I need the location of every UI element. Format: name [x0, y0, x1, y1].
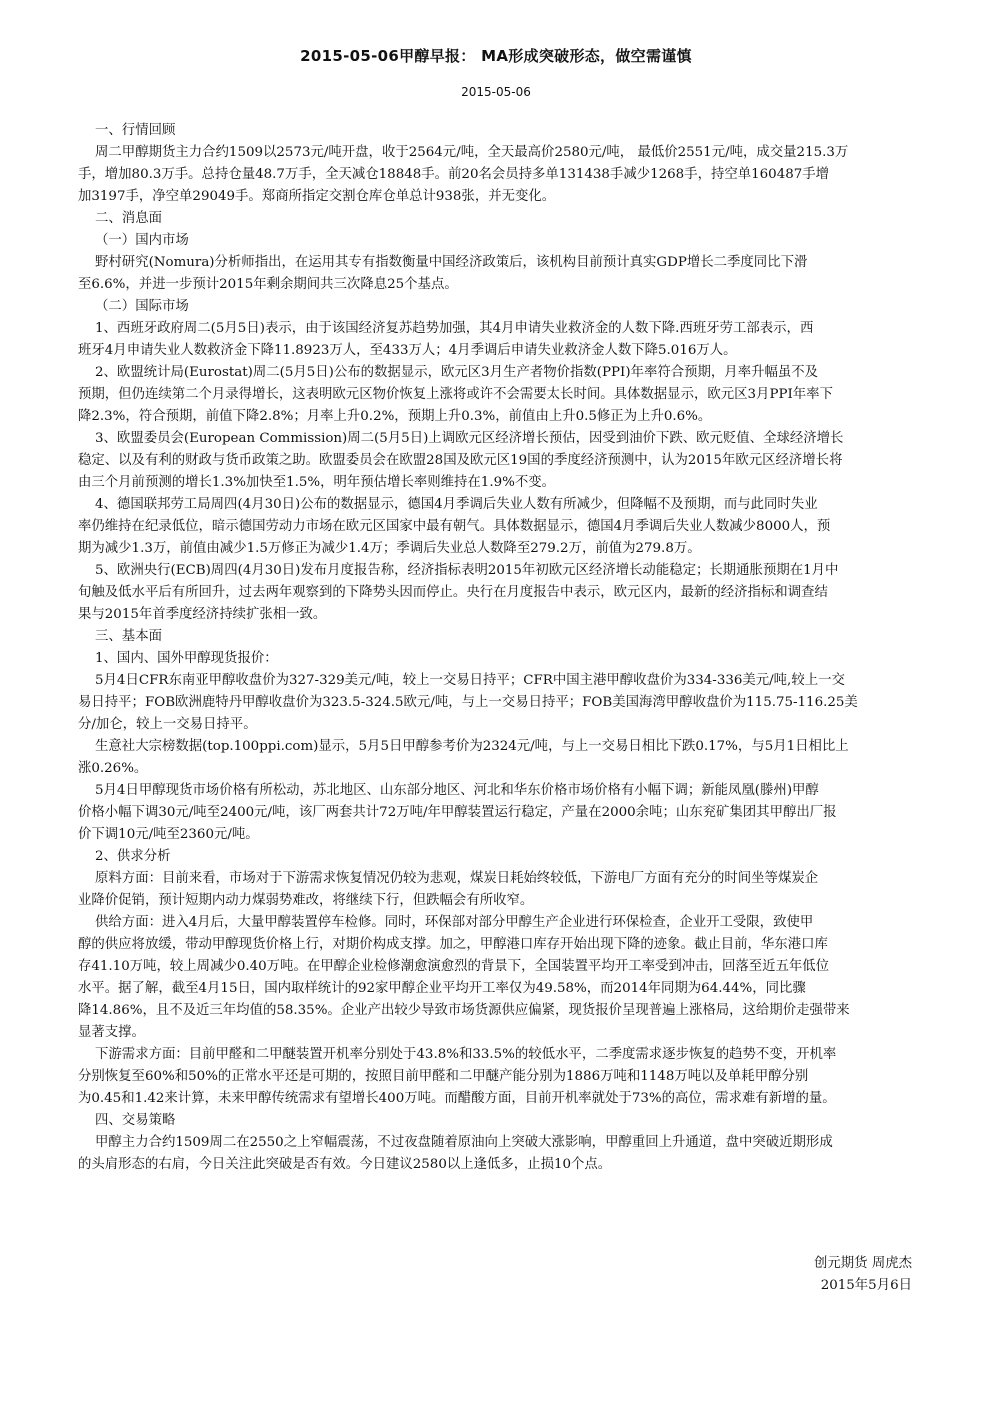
body-line: 易日持平；FOB欧洲鹿特丹甲醇收盘价为323.5-324.5欧元/吨，与上一交易日持平；FOB美国海湾甲醇收盘价为115.75-116.25美: [78, 695, 858, 710]
body-line: 预期，但仍连续第二个月录得增长，这表明欧元区物价恢复上涨将或许不会需要太长时间。具体数据显示，欧元区3月PPI年率下: [78, 387, 833, 402]
body-line: 生意社大宗榜数据(top.100ppi.com)显示，5月5日甲醇参考价为2324元/吨，与上一交易日相比下跌0.17%，与5月1日相比上: [78, 739, 849, 754]
body-line: 四、交易策略: [78, 1113, 176, 1128]
body-line: 期为减少1.3万，前值由减少1.5万修正为减少1.4万；季调后失业总人数降至279.2万，前值为279.8万。: [78, 541, 701, 556]
body-line: 稳定、以及有利的财政与货币政策之助。欧盟委员会在欧盟28国及欧元区19国的季度经济预测中，认为2015年欧元区经济增长将: [78, 453, 843, 468]
body-line: 一、行情回顾: [78, 123, 176, 138]
signature-date: 2015年5月6日: [820, 1278, 912, 1293]
body-line: 醇的供应将放缓，带动甲醇现货价格上行，对期价构成支撑。加之，甲醇港口库存开始出现下降的迹象。截止目前，华东港口库: [78, 937, 828, 952]
body-line: 由三个月前预测的增长1.3%加快至1.5%，明年预估增长率则维持在1.9%不变。: [78, 475, 555, 490]
body-line: 野村研究(Nomura)分析师指出，在运用其专有指数衡量中国经济政策后，该机构目前预计真实GDP增长二季度同比下滑: [78, 255, 808, 270]
body-line: 至6.6%，并进一步预计2015年剩余期间共三次降息25个基点。: [78, 277, 458, 292]
body-line: 降2.3%，符合预期，前值下降2.8%；月率上升0.2%，预期上升0.3%，前值由上升0.5修正为上升0.6%。: [78, 409, 712, 424]
body-line: 2、欧盟统计局(Eurostat)周二(5月5日)公布的数据显示，欧元区3月生产者物价指数(PPI)年率符合预期，月率升幅虽不及: [78, 365, 819, 380]
body-line: （二）国际市场: [78, 299, 189, 314]
body-line: 班牙4月申请失业人数救济金下降11.8923万人，至433万人；4月季调后申请失业救济金人数下降5.016万人。: [78, 343, 737, 358]
body-line: 手，增加80.3万手。总持仓量48.7万手，全天减仓18848手。前20名会员持多单131438手减少1268手，持空单160487手增: [78, 167, 830, 182]
body-line: 的头肩形态的右肩，今日关注此突破是否有效。今日建议2580以上逢低多，止损10个点。: [78, 1157, 612, 1172]
body-line: 三、基本面: [78, 629, 162, 644]
body-line: 周二甲醇期货主力合约1509以2573元/吨开盘，收于2564元/吨，全天最高价2580元/吨， 最低价2551元/吨，成交量215.3万: [78, 145, 849, 160]
body-line: 价格小幅下调30元/吨至2400元/吨，该厂两套共计72万吨/年甲醇装置运行稳定，产量在2000余吨；山东兖矿集团其甲醇出厂报: [78, 805, 837, 820]
body-line: 为0.45和1.42来计算，未来甲醇传统需求有望增长400万吨。而醋酸方面，目前开机率就处于73%的高位，需求难有新增的量。: [78, 1091, 836, 1106]
body-line: 分/加仑，较上一交易日持平。: [78, 717, 257, 732]
body-line: 显著支撑。: [78, 1025, 145, 1040]
body-line: 原料方面：目前来看，市场对于下游需求恢复情况仍较为悲观，煤炭日耗始终较低，下游电厂方面有充分的时间坐等煤炭企: [78, 871, 819, 886]
body-line: 2、供求分析: [78, 849, 171, 864]
document-date: 2015-05-06: [461, 85, 531, 99]
body-line: 旬触及低水平后有所回升，过去两年观察到的下降势头因而停止。央行在月度报告中表示，欧元区内，最新的经济指标和调查结: [78, 585, 828, 600]
body-line: 水平。据了解，截至4月15日，国内取样统计的92家甲醇企业平均开工率仅为49.58%，而2014年同期为64.44%，同比骤: [78, 981, 806, 996]
body-line: 供给方面：进入4月后，大量甲醇装置停车检修。同时，环保部对部分甲醇生产企业进行环保检查，企业开工受限，致使甲: [78, 915, 814, 930]
body-line: 存41.10万吨，较上周减少0.40万吨。在甲醇企业检修潮愈演愈烈的背景下，全国装置平均开工率受到冲击，回落至近五年低位: [78, 959, 830, 974]
document-title: 2015-05-06甲醇早报： MA形成突破形态，做空需谨慎: [300, 47, 692, 65]
body-line: 业降价促销，预计短期内动力煤弱势难改，将继续下行，但跌幅会有所收窄。: [78, 893, 534, 908]
body-line: 二、消息面: [78, 211, 162, 226]
body-line: 降14.86%，且不及近三年均值的58.35%。企业产出较少导致市场货源供应偏紧，现货报价呈现普遍上涨格局，这给期价走强带来: [78, 1003, 850, 1018]
body-line: 价下调10元/吨至2360元/吨。: [78, 827, 259, 842]
body-line: 5、欧洲央行(ECB)周四(4月30日)发布月度报告称，经济指标表明2015年初欧元区经济增长动能稳定；长期通胀预期在1月中: [78, 563, 839, 578]
body-line: 1、西班牙政府周二(5月5日)表示，由于该国经济复苏趋势加强，其4月申请失业救济金的人数下降.西班牙劳工部表示，西: [78, 321, 814, 336]
body-line: 涨0.26%。: [78, 761, 148, 776]
body-line: 3、欧盟委员会(European Commission)周二(5月5日)上调欧元区经济增长预估，因受到油价下跌、欧元贬值、全球经济增长: [78, 431, 844, 446]
body-line: 4、德国联邦劳工局周四(4月30日)公布的数据显示，德国4月季调后失业人数有所减少，但降幅不及预期，而与此同时失业: [78, 497, 818, 512]
body-line: 率仍维持在纪录低位，暗示德国劳动力市场在欧元区国家中最有朝气。具体数据显示，德国4月季调后失业人数减少8000人，预: [78, 519, 831, 534]
body-line: 加3197手，净空单29049手。郑商所指定交割仓库仓单总计938张，并无变化。: [78, 189, 556, 204]
signature-author: 创元期货 周虎杰: [814, 1256, 912, 1271]
body-line: 5月4日甲醇现货市场价格有所松动，苏北地区、山东部分地区、河北和华东价格市场价格有小幅下调；新能凤凰(滕州)甲醇: [78, 783, 819, 798]
body-line: 甲醇主力合约1509周二在2550之上窄幅震荡，不过夜盘随着原油向上突破大涨影响，甲醇重回上升通道，盘中突破近期形成: [78, 1135, 833, 1150]
body-line: 果与2015年首季度经济持续扩张相一致。: [78, 607, 327, 622]
document-body: [78, 120, 912, 1176]
body-line: 1、国内、国外甲醇现货报价：: [78, 651, 278, 666]
body-line: 下游需求方面：目前甲醛和二甲醚装置开机率分别处于43.8%和33.5%的较低水平，二季度需求逐步恢复的趋势不变，开机率: [78, 1047, 837, 1062]
body-line: （一）国内市场: [78, 233, 189, 248]
signature-block: [814, 1253, 912, 1297]
body-line: 5月4日CFR东南亚甲醇收盘价为327-329美元/吨，较上一交易日持平；CFR中国主港甲醇收盘价为334-336美元/吨,较上一交: [78, 673, 845, 688]
body-line: 分别恢复至60%和50%的正常水平还是可期的，按照目前甲醛和二甲醚产能分别为1886万吨和1148万吨以及单耗甲醇分别: [78, 1069, 809, 1084]
